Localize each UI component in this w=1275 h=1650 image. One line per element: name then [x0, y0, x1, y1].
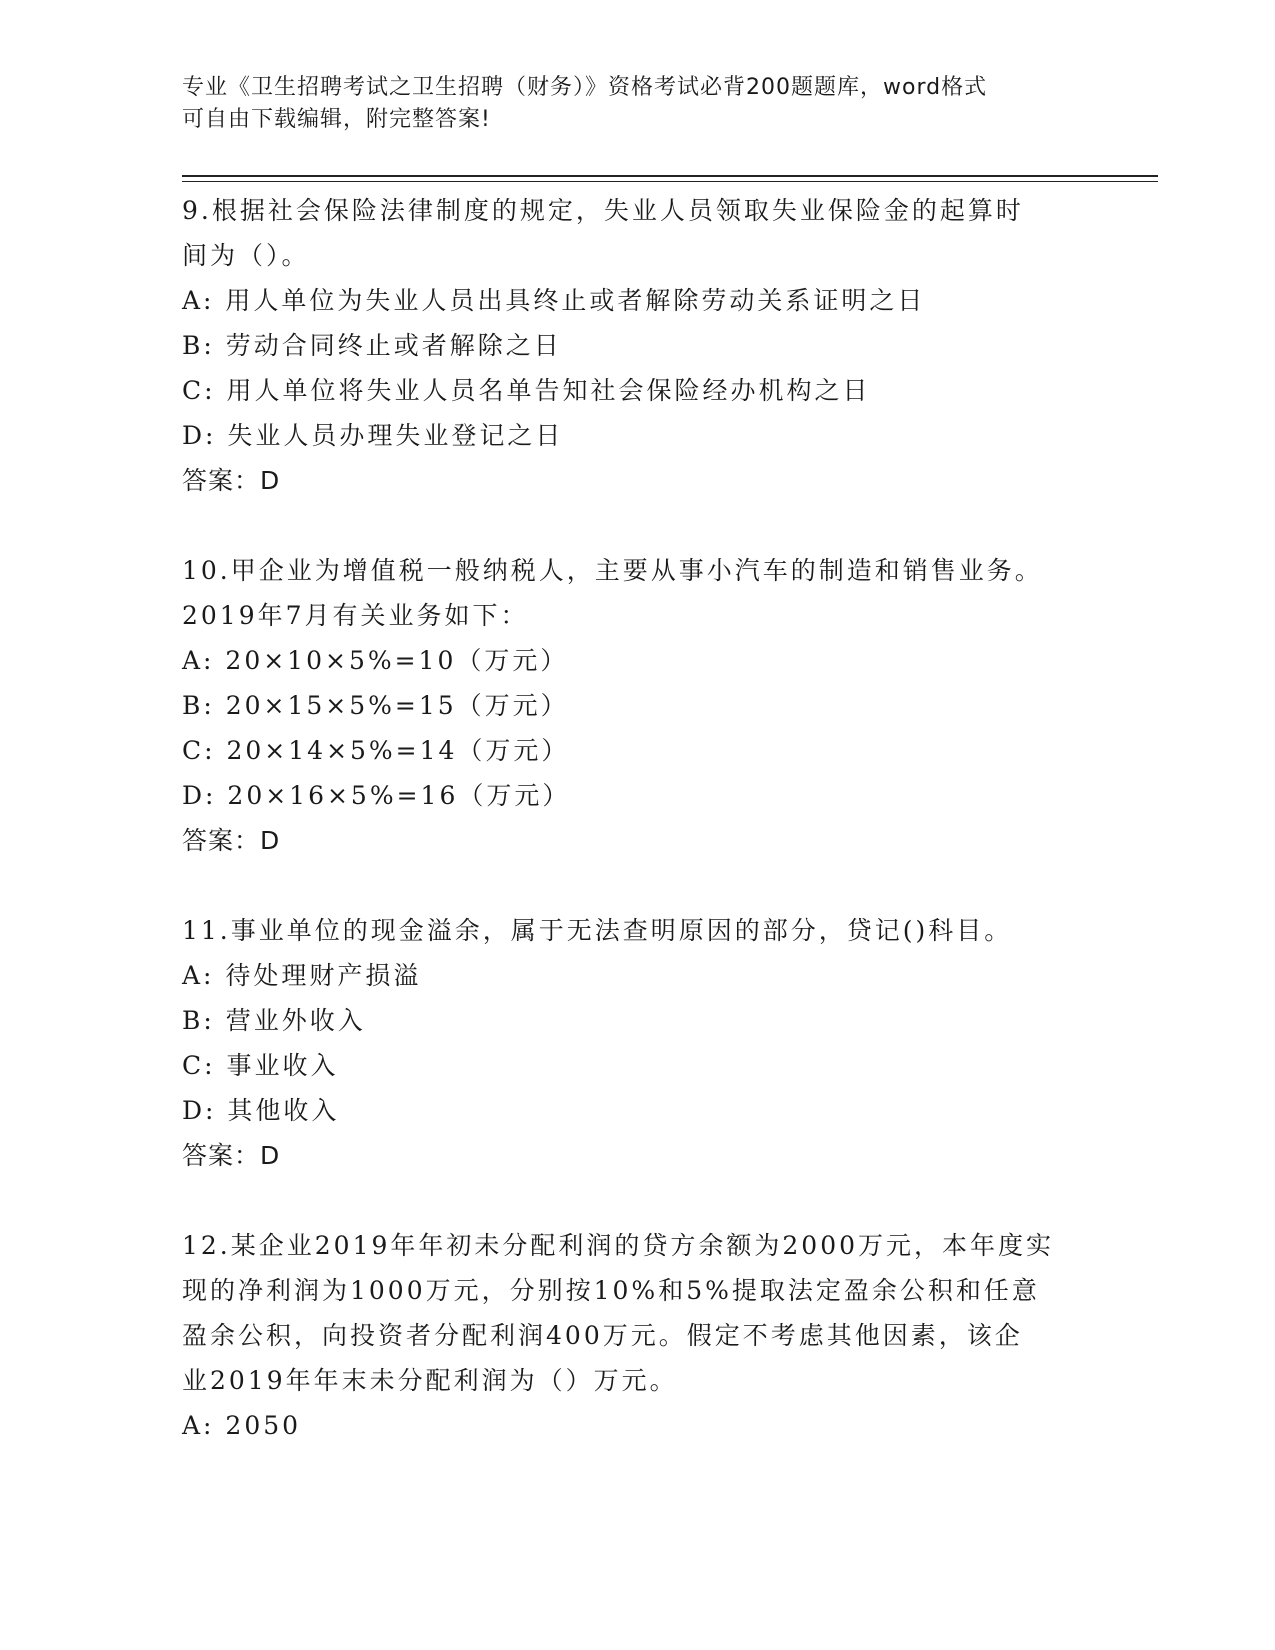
header-title-line-1: 专业《卫生招聘考试之卫生招聘（财务）》资格考试必背200题题库，word格式: [182, 75, 988, 100]
option-c: C: 用人单位将失业人员名单告知社会保险经办机构之日: [182, 376, 871, 405]
question-list: [182, 188, 1082, 1448]
question-stem: 盈余公积，向投资者分配利润400万元。假定不考虑其他因素，该企: [182, 1321, 1023, 1350]
question-stem: 11.事业单位的现金溢余，属于无法查明原因的部分，贷记()科目。: [182, 916, 1013, 945]
header-divider-thick: [182, 175, 1158, 177]
document-header: [182, 72, 1062, 136]
option-d: D: 20×16×5%=16（万元）: [182, 781, 571, 810]
answer-line: 答案：D: [182, 826, 281, 855]
option-c: C: 20×14×5%=14（万元）: [182, 736, 570, 765]
spacer: [182, 1178, 1082, 1223]
option-a: A: 待处理财产损溢: [182, 961, 422, 990]
option-a: A: 用人单位为失业人员出具终止或者解除劳动关系证明之日: [182, 286, 926, 315]
header-divider-thin: [182, 181, 1158, 182]
option-d: D: 其他收入: [182, 1096, 340, 1125]
option-a: A: 2050: [182, 1411, 302, 1440]
question-stem: 12.某企业2019年年初未分配利润的贷方余额为2000万元，本年度实: [182, 1231, 1055, 1260]
question-12: [182, 1223, 1082, 1448]
question-stem: 9.根据社会保险法律制度的规定，失业人员领取失业保险金的起算时: [182, 196, 1024, 225]
spacer: [182, 863, 1082, 908]
question-10: [182, 548, 1082, 863]
answer-line: 答案：D: [182, 1141, 281, 1170]
option-d: D: 失业人员办理失业登记之日: [182, 421, 564, 450]
spacer: [182, 503, 1082, 548]
option-c: C: 事业收入: [182, 1051, 339, 1080]
option-a: A: 20×10×5%=10（万元）: [182, 646, 569, 675]
option-b: B: 20×15×5%=15（万元）: [182, 691, 569, 720]
question-stem: 业2019年年末未分配利润为（）万元。: [182, 1366, 678, 1395]
answer-line: 答案：D: [182, 466, 281, 495]
option-b: B: 劳动合同终止或者解除之日: [182, 331, 562, 360]
option-b: B: 营业外收入: [182, 1006, 366, 1035]
question-stem: 现的净利润为1000万元，分别按10%和5%提取法定盈余公积和任意: [182, 1276, 1040, 1305]
question-9: [182, 188, 1082, 503]
question-stem: 间为（）。: [182, 241, 310, 270]
question-11: [182, 908, 1082, 1178]
question-stem: 10.甲企业为增值税一般纳税人，主要从事小汽车的制造和销售业务。: [182, 556, 1043, 585]
question-stem: 2019年7月有关业务如下：: [182, 601, 529, 630]
header-title-line-2: 可自由下载编辑，附完整答案!: [182, 107, 491, 132]
